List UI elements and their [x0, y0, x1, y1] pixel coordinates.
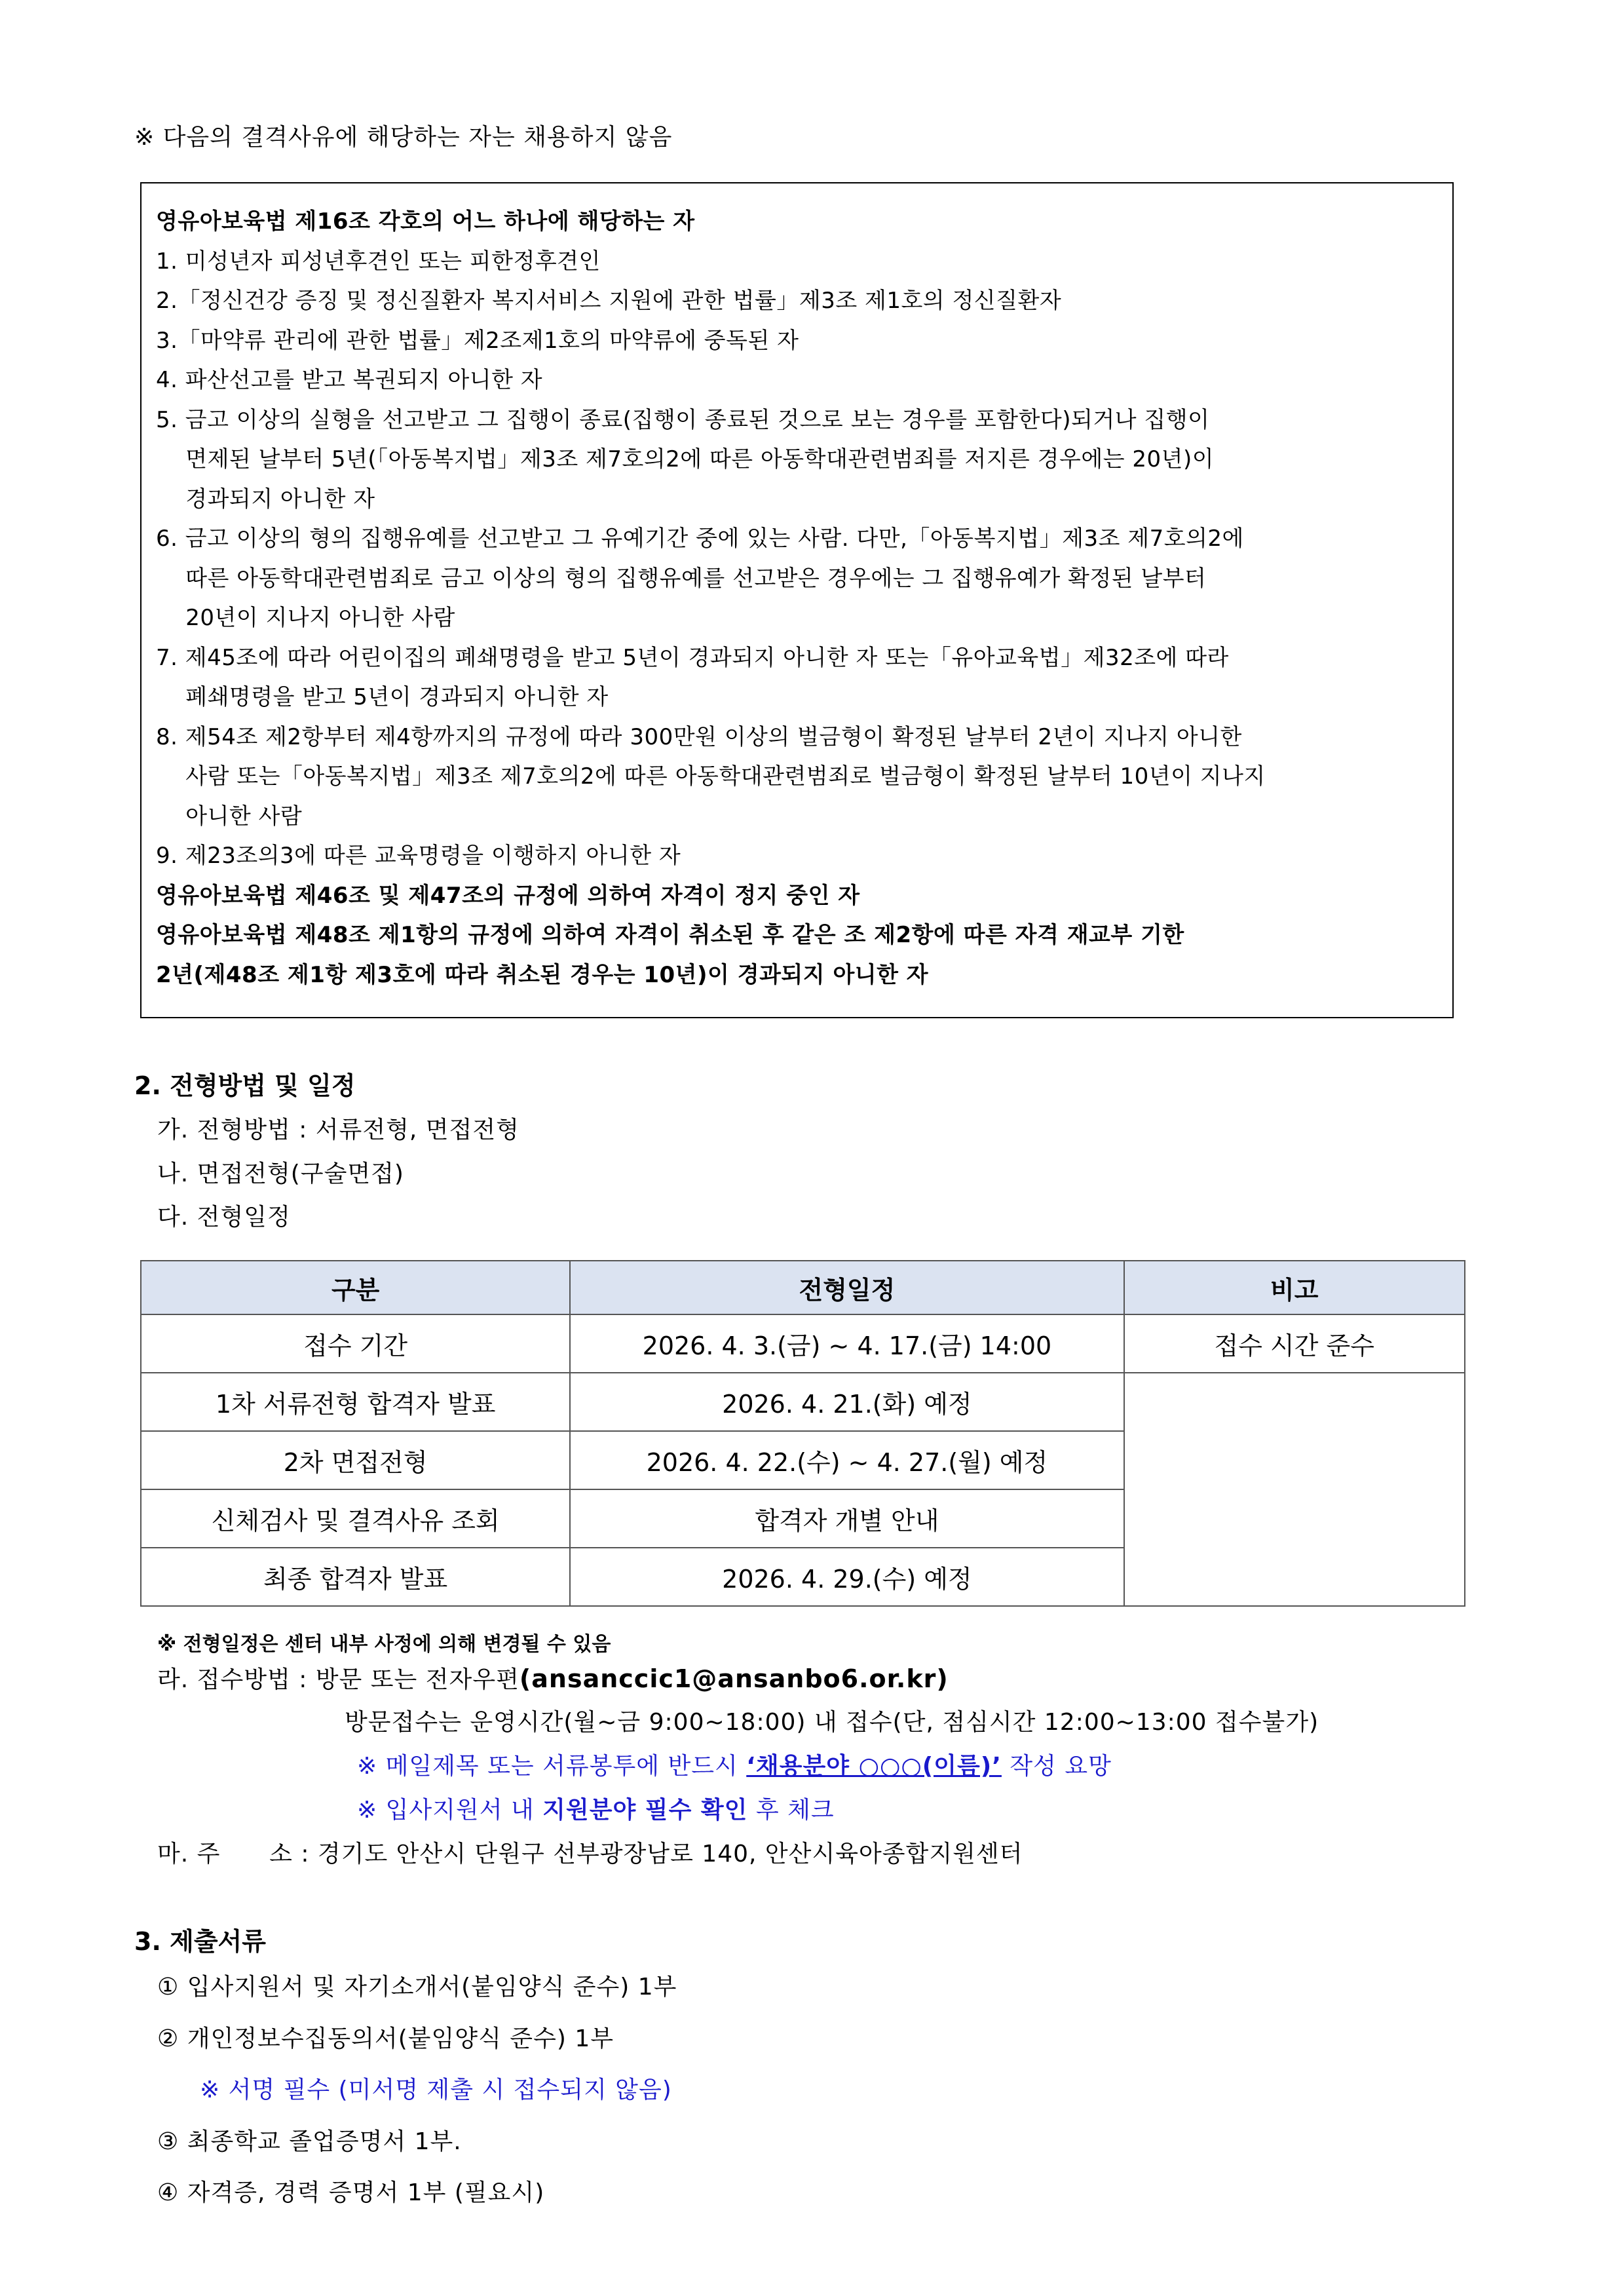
disqualification-heading: 영유아보육법 제48조 제1항의 규정에 의하여 자격이 취소된 후 같은 조 제2항에 따른 자격 재교부 기한 [156, 922, 1184, 948]
disqualification-item: 7. 제45조에 따라 어린이집의 폐쇄명령을 받고 5년이 경과되지 아니한 자 또는「유아교육법」제32조에 따라 [156, 644, 1229, 671]
disqualification-heading: 2년(제48조 제1항 제3호에 따라 취소된 경우는 10년)이 경과되지 아니한 자 [156, 961, 929, 988]
schedule-header-row [141, 1261, 1465, 1314]
row-remark-merged [1124, 1373, 1465, 1606]
disqualification-item: 5. 금고 이상의 실형을 선고받고 그 집행이 종료(집행이 종료된 것으로 보는 경우를 포함한다)되거나 집행이 [156, 406, 1210, 433]
disqualification-item: 6. 금고 이상의 형의 집행유예를 선고받고 그 유예기간 중에 있는 사람. 다만,「아동복지법」제3조 제7호의2에 [156, 526, 1244, 552]
row-category: 2차 면접전형 [141, 1431, 570, 1489]
disqualification-item: 면제된 날부터 5년(「아동복지법」제3조 제7호의2에 따른 아동학대관련범죄를 저지른 경우에는 20년)이 [156, 446, 1215, 472]
row-remark: 접수 시간 준수 [1124, 1314, 1465, 1373]
disqualification-item: 경과되지 아니한 자 [156, 486, 375, 512]
disqualification-item: 1. 미성년자 피성년후견인 또는 피한정후견인 [156, 248, 601, 275]
row-category: 신체검사 및 결격사유 조회 [141, 1489, 570, 1548]
signature-required-note: ※ 서명 필수 (미서명 제출 시 접수되지 않음) [200, 2076, 672, 2103]
mail-title-note-prefix: ※ 메일제목 또는 서류봉투에 반드시 [357, 1753, 747, 1780]
row-category: 1차 서류전형 합격자 발표 [141, 1373, 570, 1431]
disqualification-item: 3.「마약류 관리에 관한 법률」제2조제1호의 마약류에 중독된 자 [156, 327, 799, 354]
mail-title-format: ‘채용분야 ○○○(이름)’ [746, 1753, 1002, 1780]
row-date: 2026. 4. 29.(수) 예정 [570, 1548, 1124, 1606]
row-date: 합격자 개별 안내 [570, 1489, 1124, 1548]
section3-title: 3. 제출서류 [134, 1927, 266, 1956]
disqualification-item: 아니한 사람 [156, 803, 303, 830]
disqualification-item: 20년이 지나지 아니한 사람 [156, 605, 455, 631]
schedule-label: 다. 전형일정 [157, 1204, 291, 1231]
disqualification-item: 따른 아동학대관련범죄로 금고 이상의 형의 집행유예를 선고받은 경우에는 그 집행유예가 확정된 날부터 [156, 565, 1207, 592]
row-date: 2026. 4. 22.(수) ~ 4. 27.(월) 예정 [570, 1431, 1124, 1489]
field-note-emphasis: 지원분야 필수 확인 [542, 1797, 748, 1824]
header-remarks: 비고 [1124, 1261, 1465, 1314]
row-date: 2026. 4. 21.(화) 예정 [570, 1373, 1124, 1431]
header-category: 구분 [141, 1261, 570, 1314]
document-item: ④ 자격증, 경력 증명서 1부 (필요시) [157, 2179, 545, 2206]
selection-method: 가. 전형방법 : 서류전형, 면접전형 [157, 1117, 519, 1143]
disqualification-item: 9. 제23조의3에 따른 교육명령을 이행하지 아니한 자 [156, 843, 681, 869]
section2-title: 2. 전형방법 및 일정 [134, 1071, 356, 1100]
document-item: ③ 최종학교 졸업증명서 1부. [157, 2128, 462, 2155]
interview-type: 나. 면접전형(구술면접) [157, 1160, 404, 1187]
table-row [141, 1314, 1465, 1373]
disqualification-intro-note: ※ 다음의 결격사유에 해당하는 자는 채용하지 않음 [134, 124, 673, 151]
field-note-suffix: 후 체크 [747, 1797, 835, 1824]
visit-application-note: 방문접수는 운영시간(월~금 9:00~18:00) 내 접수(단, 점심시간 12:00~13:00 접수불가) [345, 1709, 1319, 1736]
disqualification-item: 2.「정신건강 증징 및 정신질환자 복지서비스 지원에 관한 법률」제3조 제1호의 정신질환자 [156, 288, 1062, 314]
field-note-prefix: ※ 입사지원서 내 [357, 1797, 543, 1824]
mail-title-note [357, 1752, 1112, 1781]
disqualification-heading: 영유아보육법 제16조 각호의 어느 하나에 해당하는 자 [156, 208, 695, 235]
application-email: (ansanccic1@ansanbo6.or.kr) [519, 1664, 949, 1693]
application-method [157, 1664, 949, 1694]
row-category: 최종 합격자 발표 [141, 1548, 570, 1606]
mail-title-note-suffix: 작성 요망 [1001, 1753, 1112, 1780]
address: 마. 주 소 : 경기도 안산시 단원구 선부광장남로 140, 안산시육아종합지원센터 [157, 1841, 1023, 1867]
row-category: 접수 기간 [141, 1314, 570, 1373]
application-field-note [357, 1796, 835, 1825]
header-schedule: 전형일정 [570, 1261, 1124, 1314]
disqualification-box [140, 182, 1454, 1018]
document-item: ② 개인정보수집동의서(붙임양식 준수) 1부 [157, 2025, 614, 2052]
disqualification-item: 사람 또는「아동복지법」제3조 제7호의2에 따른 아동학대관련범죄로 벌금형이 확정된 날부터 10년이 지나지 [156, 763, 1266, 790]
schedule-table [140, 1260, 1465, 1607]
disqualification-item: 4. 파산선고를 받고 복권되지 아니한 자 [156, 367, 543, 393]
disqualification-heading: 영유아보육법 제46조 및 제47조의 규정에 의하여 자격이 정지 중인 자 [156, 882, 860, 909]
application-method-label: 라. 접수방법 : 방문 또는 전자우편 [157, 1666, 519, 1693]
disqualification-item: 8. 제54조 제2항부터 제4항까지의 규정에 따라 300만원 이상의 벌금형이 확정된 날부터 2년이 지나지 아니한 [156, 723, 1242, 750]
row-date: 2026. 4. 3.(금) ~ 4. 17.(금) 14:00 [570, 1314, 1124, 1373]
table-row [141, 1373, 1465, 1431]
disqualification-item: 폐쇄명령을 받고 5년이 경과되지 아니한 자 [156, 684, 609, 710]
schedule-change-note: ※ 전형일정은 센터 내부 사정에 의해 변경될 수 있음 [157, 1633, 611, 1656]
document-item: ① 입사지원서 및 자기소개서(붙임양식 준수) 1부 [157, 1974, 677, 2000]
